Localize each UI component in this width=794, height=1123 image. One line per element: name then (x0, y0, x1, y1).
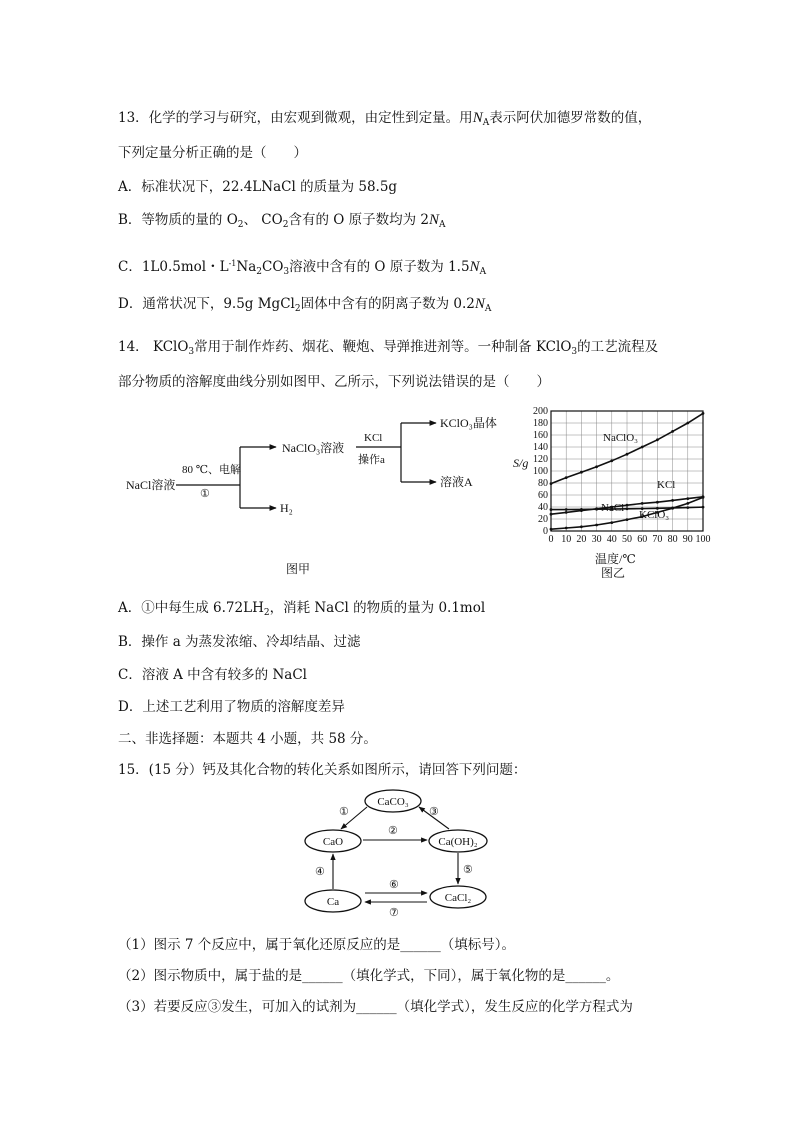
process-flow-diagram (118, 405, 518, 580)
superscript: -1 (228, 259, 237, 268)
y-tick-label: 60 (538, 490, 548, 501)
label-reaction-6: ⑥ (389, 879, 399, 891)
avogadro-symbol: N (428, 212, 439, 228)
node-caoh2-label: Ca(OH)₂ (438, 836, 478, 848)
q13-option-c (118, 254, 486, 282)
avogadro-subscript: A (484, 304, 492, 314)
x-tick-label: 100 (695, 534, 711, 545)
y-tick-label: 0 (543, 526, 548, 537)
q14-stem-end: 的工艺流程及 (577, 339, 659, 355)
series-point-3 (550, 528, 553, 531)
q14-option-a-text: A．①中每生成 6.72LH (118, 600, 264, 616)
series-point-3 (595, 524, 598, 527)
q14-option-d: D．上述工艺利用了物质的溶解度差异 (118, 699, 345, 715)
q13-option-c-end: 溶液中含有的 O 原子数为 1.5 (289, 259, 470, 275)
q13-option-b-mid: 、 CO (243, 212, 283, 228)
series-point-0 (702, 412, 705, 415)
flow-solution: 溶液A (440, 475, 473, 489)
x-tick-label: 50 (622, 534, 632, 545)
avogadro-subscript: A (439, 220, 446, 230)
subscript: 2 (282, 220, 289, 230)
q14-option-c: C．溶液 A 中含有较多的 NaCl (118, 667, 307, 683)
node-caco3-label: CaCO₃ (377, 796, 409, 808)
label-reaction-3: ③ (429, 806, 439, 818)
y-tick-label: 180 (533, 418, 548, 429)
series-point-3 (686, 502, 689, 505)
y-tick-label: 20 (538, 514, 548, 525)
y-tick-label: 100 (533, 466, 548, 477)
y-tick-label: 200 (533, 406, 548, 417)
series-point-2 (686, 506, 689, 509)
label-reaction-1: ① (339, 806, 349, 818)
chart-grid (551, 411, 703, 531)
node-ca-label: Ca (326, 896, 340, 908)
avogadro-subscript: A (479, 267, 487, 277)
series-point-3 (626, 518, 629, 521)
chart-tick-labels (533, 406, 711, 545)
series-point-1 (656, 501, 659, 504)
calcium-conversion-diagram (295, 785, 505, 920)
legend-kclo3: KClO₃ (639, 509, 670, 521)
series-point-1 (671, 499, 674, 502)
flow-crystal: KClO₃晶体 (440, 416, 497, 430)
series-point-2 (595, 508, 598, 511)
flow-condition: 80 ℃、电解 (182, 464, 242, 476)
flow-reagent: KCl (364, 432, 383, 444)
q14-option-b: B．操作 a 为蒸发浓缩、冷却结晶、过滤 (118, 634, 361, 650)
x-tick-label: 40 (606, 534, 617, 545)
series-point-0 (686, 422, 689, 425)
q15-sub1: （1）图示 7 个反应中，属于氧化还原反应的是______（填标号）。 (118, 937, 516, 953)
solubility-chart (505, 403, 720, 578)
series-point-0 (565, 476, 568, 479)
q14-stem-line1 (118, 337, 658, 362)
flow-start: NaCl溶液 (126, 478, 176, 492)
x-tick-label: 90 (682, 534, 693, 545)
q14-stem-line2: 部分物质的溶解度曲线分别如图甲、乙所示，下列说法错误的是（ ） (118, 374, 550, 390)
avogadro-symbol: N (469, 259, 480, 275)
subscript: 2 (294, 304, 301, 314)
q14-option-a-end: ，消耗 NaCl 的物质的量为 0.1mol (269, 600, 486, 616)
subscript: 3 (571, 347, 578, 357)
q13-stem-text: 13．化学的学习与研究，由宏观到微观，由定性到定量。用 (118, 110, 473, 126)
q14-stem-text: 14． KClO (118, 339, 189, 355)
q13-option-d-end: 固体中含有的阴离子数为 0.2 (300, 296, 475, 312)
label-reaction-2: ② (388, 825, 398, 837)
q13-option-d (118, 294, 491, 319)
series-point-0 (671, 430, 674, 433)
subscript: 2 (256, 267, 262, 277)
q13-option-d-text: D．通常状况下，9.5g MgCl (118, 296, 295, 312)
chart-caption: 图乙 (601, 566, 626, 578)
legend-nacl: NaCl (601, 502, 625, 514)
x-tick-label: 0 (548, 534, 554, 545)
avogadro-symbol: N (474, 296, 485, 312)
series-point-0 (595, 465, 598, 468)
subscript: 2 (263, 608, 270, 618)
subscript: 3 (283, 267, 290, 277)
x-tick-label: 60 (637, 534, 648, 545)
section-heading: 二、非选择题：本题共 4 小题，共 58 分。 (118, 731, 377, 747)
chart-ylabel: S/g (513, 456, 529, 470)
legend-kcl: KCl (657, 479, 676, 491)
node-cacl2-label: CaCl₂ (444, 892, 472, 904)
series-point-0 (656, 438, 659, 441)
q13-option-c-mid2: CO (261, 259, 284, 275)
series-point-1 (565, 511, 568, 514)
series-point-3 (610, 521, 613, 524)
y-tick-label: 40 (538, 502, 548, 513)
series-point-2 (702, 506, 705, 509)
y-tick-label: 140 (533, 442, 548, 453)
q13-option-b-text: B．等物质的量的 O (118, 212, 238, 228)
series-point-1 (686, 497, 689, 500)
x-tick-label: 10 (561, 534, 572, 545)
series-point-3 (565, 527, 568, 530)
series-point-3 (671, 507, 674, 510)
series-point-2 (550, 508, 553, 511)
node-cao-label: CaO (322, 836, 344, 848)
q13-option-b-end: 含有的 O 原子数均为 2 (288, 212, 429, 228)
subscript: 2 (237, 220, 244, 230)
series-point-2 (626, 507, 629, 510)
q13-option-a: A．标准状况下，22.4LNaCl 的质量为 58.5g (118, 179, 398, 195)
flow-operation: 操作a (358, 454, 385, 466)
series-point-3 (702, 496, 705, 499)
y-tick-label: 160 (533, 430, 548, 441)
q13-stem-text-end: 表示阿伏加德罗常数的值， (489, 110, 652, 126)
series-point-1 (550, 513, 553, 516)
y-tick-label: 80 (538, 478, 548, 489)
legend-naclo3: NaClO₃ (603, 432, 638, 444)
q13-option-b (118, 210, 446, 235)
flow-step-label: ① (200, 488, 210, 500)
series-point-0 (626, 453, 629, 456)
label-reaction-4: ④ (315, 866, 325, 878)
label-reaction-5: ⑤ (463, 864, 473, 876)
series-point-2 (565, 508, 568, 511)
y-tick-label: 120 (533, 454, 548, 465)
label-reaction-7: ⑦ (389, 907, 399, 919)
q15-sub3: （3）若要反应③发生，可加入的试剂为______（填化学式），发生反应的化学方程式为 (118, 999, 633, 1015)
series-point-3 (580, 525, 583, 528)
series-point-1 (626, 504, 629, 507)
q15-stem: 15．(15 分）钙及其化合物的转化关系如图所示，请回答下列问题： (118, 762, 527, 778)
avogadro-symbol: N (472, 110, 483, 126)
flow-caption: 图甲 (286, 562, 311, 576)
q13-stem-line1 (118, 108, 651, 133)
x-tick-label: 30 (591, 534, 602, 545)
subscript: 3 (188, 347, 195, 357)
x-tick-label: 70 (652, 534, 663, 545)
q14-stem-mid: 常用于制作炸药、烟花、鞭炮、导弹推进剂等。一种制备 KClO (194, 339, 572, 355)
q14-option-a (118, 598, 485, 623)
q15-sub2: （2）图示物质中，属于盐的是______（填化学式，下同），属于氧化物的是______。 (118, 968, 620, 984)
avogadro-subscript: A (482, 118, 490, 128)
chart-xlabel: 温度/℃ (595, 552, 636, 566)
q13-option-c-text: C．1L0.5mol・L (118, 259, 229, 275)
series-point-0 (580, 471, 583, 474)
series-point-0 (610, 459, 613, 462)
q13-stem-line2: 下列定量分析正确的是（ ） (118, 145, 307, 161)
series-point-0 (641, 446, 644, 449)
q13-option-c-mid: Na (236, 259, 257, 275)
x-tick-label: 20 (576, 534, 587, 545)
series-point-1 (641, 502, 644, 505)
series-point-2 (580, 508, 583, 511)
x-tick-label: 80 (667, 534, 678, 545)
series-point-0 (550, 482, 553, 485)
flow-mid: NaClO₃溶液 (282, 441, 345, 455)
flow-h2: H₂ (280, 501, 293, 515)
